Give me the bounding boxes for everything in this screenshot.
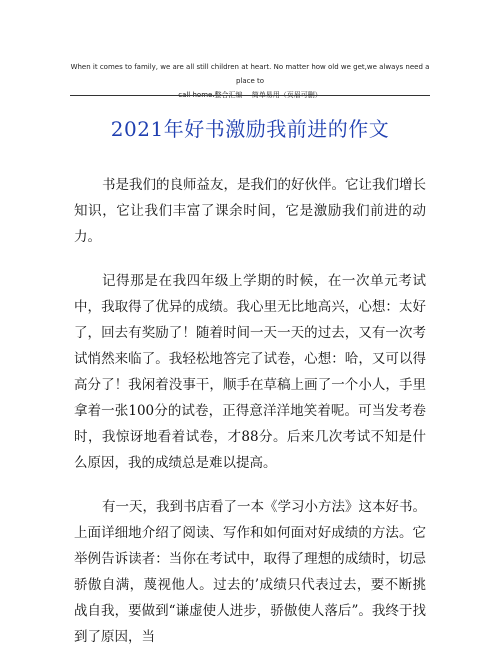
paragraph: 书是我们的良师益友，是我们的好伙伴。它让我们增长知识，它让我们丰富了课余时间，它是激励我们前进的动力。 — [74, 177, 426, 245]
header-line-1: When it comes to family, we are all still children at heart. No matter how old we get,we always need a place to — [70, 63, 430, 85]
header-divider — [70, 95, 430, 96]
paragraph: 有一天，我到书店看了一本《学习小方法》这本好书。上面详细地介绍了阅读、写作和如何面对好成绩的方法。它举例告诉读者：当你在考试中，取得了理想的成绩时，切忌骄傲自满，蔑视他人。过去的’成绩只代表过去，要不断挑战自我，要做到“谦虚使人进步，骄傲使人落后”。我终于找到了原因，当 — [74, 499, 426, 645]
paragraph: 记得那是在我四年级上学期的时候，在一次单元考试中，我取得了优异的成绩。我心里无比地高兴，心想：太好了，回去有奖励了！随着时间一天一天的过去，又有一次考试悄然来临了。我轻松地答完了试卷，心想：哈，又可以得高分了！我闲着没事干，顺手在草稿上画了一个小人，手里拿着一张100分的试卷，正得意洋洋地笑着呢。可当发考卷时，我惊讶地看着试卷，才88分。后来几次考试不知是什么原因，我的成绩总是难以提高。 — [74, 273, 426, 471]
document-body — [74, 172, 426, 668]
document-title: 2021年好书激励我前进的作文 — [110, 117, 390, 141]
header-line-2: call home.整合汇编 简单易用（页眉可删） — [178, 91, 322, 99]
